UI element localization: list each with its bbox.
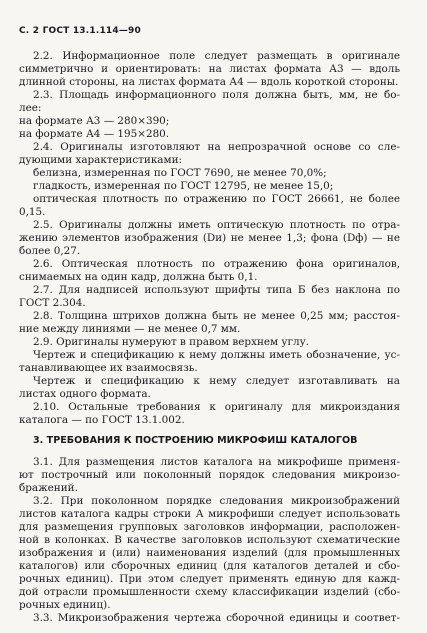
- body-line: листов каталога кадры строки А микрофиши следует использовать: [19, 508, 400, 520]
- body-line: 2.6. Оптическая плотность по отражению фона оригиналов,: [33, 258, 400, 270]
- body-line: для размещения групповых заголовков информации, расположен-: [19, 521, 400, 533]
- body-line: лее:: [19, 102, 42, 114]
- body-line: ной в колонках. В качестве заголовков используют схематические: [19, 534, 400, 546]
- body-line: 2.4. Оригиналы изготовляют на непрозрачной основе со сле-: [33, 141, 400, 153]
- body-line: 3.1. Для размещения листов каталога на микрофише применя-: [33, 456, 400, 468]
- body-line: симметрично и ориентировать: на листах формата А3 — вдоль: [19, 63, 400, 75]
- body-line: Чертеж и спецификацию к нему должны иметь обозначение, ус-: [33, 349, 400, 361]
- body-line: на формате А4 — 195×280.: [19, 128, 170, 140]
- body-line: каталогов) или сборочных единиц (для каталогов деталей и сбо-: [19, 560, 400, 572]
- page-header: [19, 26, 141, 36]
- body-line: 2.3. Площадь информационного поля должна быть, мм, не бо-: [33, 89, 400, 101]
- body-line: 2.7. Для надписей используют шрифты типа Б без наклона по: [33, 284, 400, 296]
- body-line: дующими характеристиками:: [19, 154, 183, 166]
- body-line: изображения и (или) наименования изделий (для промышленных: [19, 547, 400, 559]
- body-line: оптическая плотность по отражению по ГОСТ 26661, не более: [33, 193, 400, 205]
- body-line: ние между линиями — не менее 0,7 мм.: [19, 323, 241, 335]
- body-line: более 0,27.: [19, 245, 81, 257]
- body-line: 2.5. Оригиналы должны иметь оптическую плотность по отра-: [33, 219, 400, 231]
- body-line: танавливающее их взаимосвязь.: [19, 362, 198, 374]
- body-line: гладкость, измеренная по ГОСТ 12795, не менее 15,0;: [33, 180, 334, 192]
- body-line: длинной стороны, на листах формата А4 — вдоль короткой стороны.: [19, 76, 399, 88]
- body-line: белизна, измеренная по ГОСТ 7690, не менее 70,0%;: [33, 167, 327, 179]
- body-line: жению элементов изображения (Dи) не менее 1,3; фона (Dф) — не: [19, 232, 400, 244]
- page-number: С. 2: [19, 26, 40, 36]
- body-line: на формате А3 — 280×390;: [19, 115, 170, 127]
- body-line: 2.9. Оригиналы нумеруют в правом верхнем углу.: [33, 336, 309, 348]
- body-line: 3.2. При поколонном порядке следования микроизображений: [33, 495, 400, 507]
- standard-number: ГОСТ 13.1.114—90: [42, 26, 141, 36]
- body-line: 0,15.: [19, 206, 46, 218]
- body-line: бражений.: [19, 482, 78, 494]
- body-line: рочных единиц). При этом следует применять единую для кажд-: [19, 573, 400, 585]
- body-line: снимаемых на один кадр, должна быть 0,1.: [19, 271, 258, 283]
- body-line: 2.8. Толщина штрихов должна быть не менее 0,25 мм; расстоя-: [33, 310, 400, 322]
- body-line: Чертеж и спецификацию к нему следует изготавливать на: [33, 375, 400, 387]
- body-line: 2.2. Информационное поле следует размещать в оригинале: [33, 50, 400, 62]
- body-line: листах одного формата.: [19, 388, 151, 400]
- body-line: дой отрасли промышленности схему классификации изделий (сбо-: [19, 586, 400, 598]
- body-line: ют построчный или поколонный порядок следования микроизо-: [19, 469, 400, 481]
- section-heading: 3. ТРЕБОВАНИЯ К ПОСТРОЕНИЮ МИКРОФИШ КАТАЛОГОВ: [33, 435, 358, 446]
- body-line: ГОСТ 2.304.: [19, 297, 86, 309]
- body-line: каталога — по ГОСТ 13.1.002.: [19, 414, 185, 426]
- body-line: 2.10. Остальные требования к оригиналу для микроиздания: [33, 401, 400, 413]
- body-line: 3.3. Микроизображения чертежа сборочной единицы и соответ-: [33, 612, 400, 624]
- body-line: рочных единиц).: [19, 599, 111, 611]
